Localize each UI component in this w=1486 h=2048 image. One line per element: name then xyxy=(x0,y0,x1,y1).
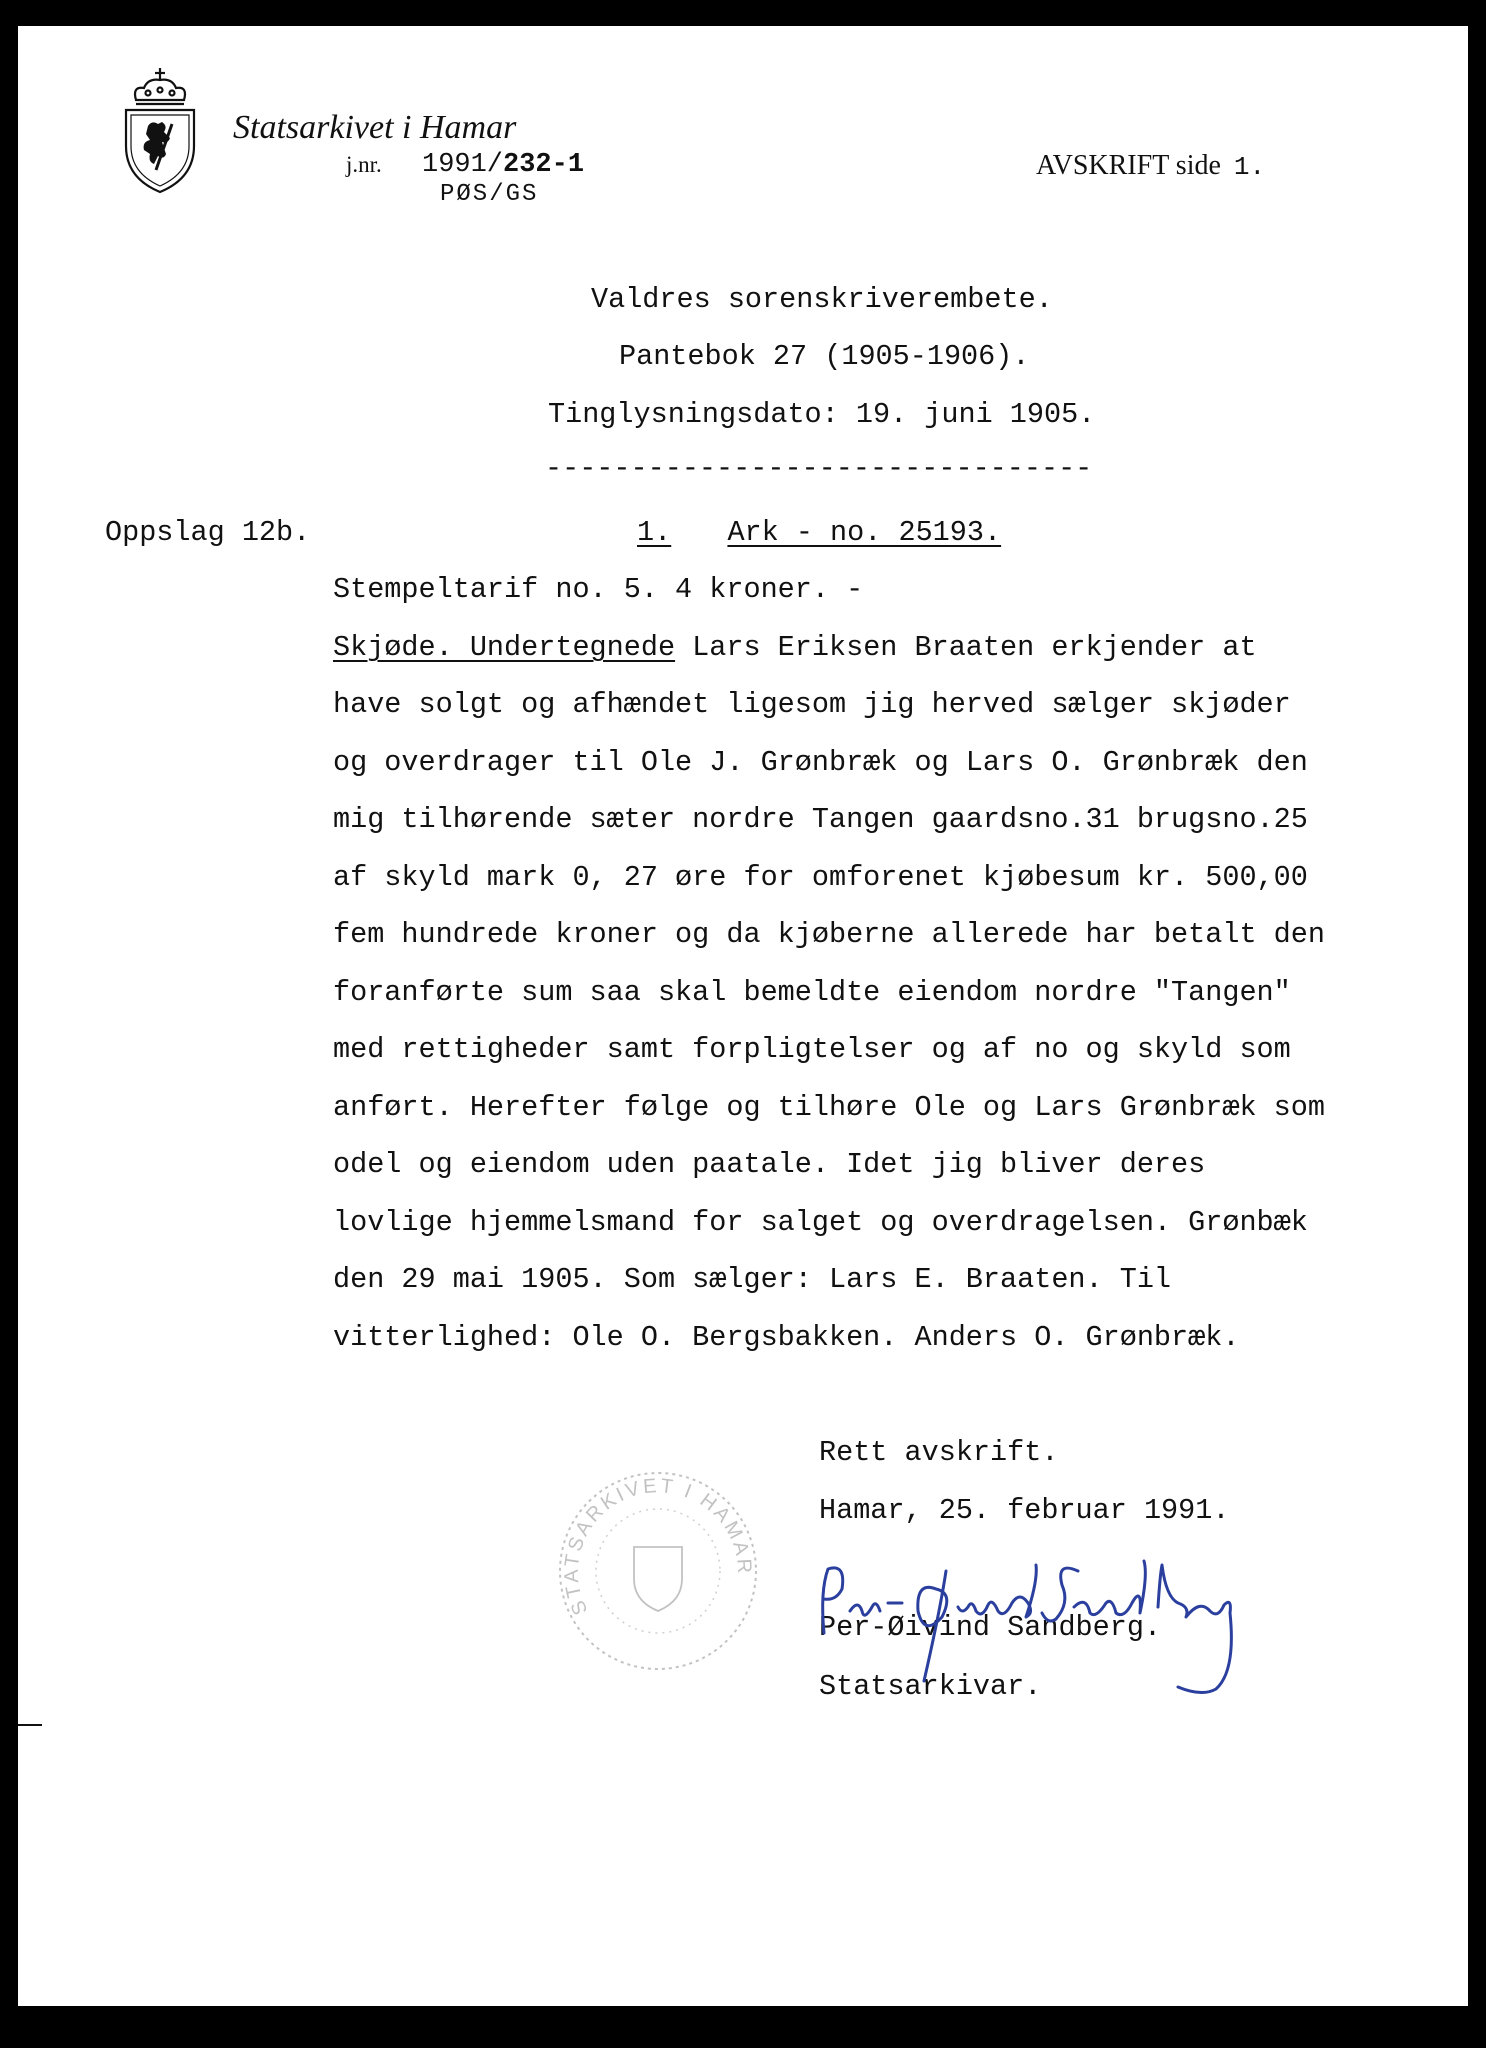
ark-number: Ark - no. 25193. xyxy=(727,516,1002,549)
body-line-text: Lars Eriksen Braaten erkjender at xyxy=(675,631,1257,664)
office-title: Valdres sorenskriverembete. xyxy=(591,283,1053,316)
body-line: odel og eiendom uden paatale. Idet jig bliver deres xyxy=(333,1148,1206,1181)
certification-place-date: Hamar, 25. februar 1991. xyxy=(819,1494,1230,1527)
body-line: vitterlighed: Ole O. Bergsbakken. Anders O. Grønbræk. xyxy=(333,1321,1240,1354)
archive-name: Statsarkivet i Hamar xyxy=(233,109,517,146)
signer-title: Statsarkivar. xyxy=(819,1670,1042,1703)
document-page xyxy=(18,26,1468,2006)
body-line: fem hundrede kroner og da kjøberne allerede har betalt den xyxy=(333,918,1325,951)
jnr-label: j.nr. xyxy=(346,152,382,177)
body-line: anført. Herefter følge og tilhøre Ole og Lars Grønbræk som xyxy=(333,1091,1325,1124)
book-title: Pantebok 27 (1905-1906). xyxy=(619,340,1030,373)
stamp-text: STATSARKIVET I HAMAR xyxy=(560,1474,756,1619)
handwritten-signature xyxy=(806,1541,1256,1701)
oppslag-label: Oppslag 12b. xyxy=(105,516,311,549)
body-line: lovlige hjemmelsmand for salget og overdragelsen. Grønbæk xyxy=(333,1206,1308,1239)
margin-mark xyxy=(18,1724,42,1726)
stamp-tariff: Stempeltarif no. 5. 4 kroner. - xyxy=(333,573,864,606)
copy-label: AVSKRIFT side xyxy=(1036,150,1221,181)
body-line: og overdrager til Ole J. Grønbræk og Lars O. Grønbræk den xyxy=(333,746,1308,779)
jnr-year: 1991/ xyxy=(422,150,504,180)
certification-statement: Rett avskrift. xyxy=(819,1436,1059,1469)
body-line: den 29 mai 1905. Som sælger: Lars E. Braaten. Til xyxy=(333,1263,1172,1296)
body-line: have solgt og afhændet ligesom jig herved sælger skjøder xyxy=(333,688,1291,721)
body-line: mig tilhørende sæter nordre Tangen gaardsno.31 brugsno.25 xyxy=(333,803,1308,836)
file-initials: PØS/GS xyxy=(440,181,539,208)
body-line xyxy=(333,631,1257,664)
signer-name: Per-Øivind Sandberg. xyxy=(819,1611,1162,1644)
coat-of-arms-icon xyxy=(118,66,202,196)
archive-stamp xyxy=(548,1461,768,1681)
jnr-number: 232-1 xyxy=(503,150,585,180)
body-line: foranførte sum saa skal bemeldte eiendom nordre "Tangen" xyxy=(333,976,1291,1009)
entry-number: 1. xyxy=(637,516,672,549)
registration-date: Tinglysningsdato: 19. juni 1905. xyxy=(548,398,1096,431)
body-line: af skyld mark 0, 27 øre for omforenet kjøbesum kr. 500,00 xyxy=(333,861,1308,894)
deed-heading: Skjøde. Undertegnede xyxy=(333,631,676,664)
page-number: 1. xyxy=(1233,152,1266,182)
body-line: med rettigheder samt forpligtelser og af no og skyld som xyxy=(333,1033,1291,1066)
title-separator: -------------------------------- xyxy=(545,452,1093,485)
